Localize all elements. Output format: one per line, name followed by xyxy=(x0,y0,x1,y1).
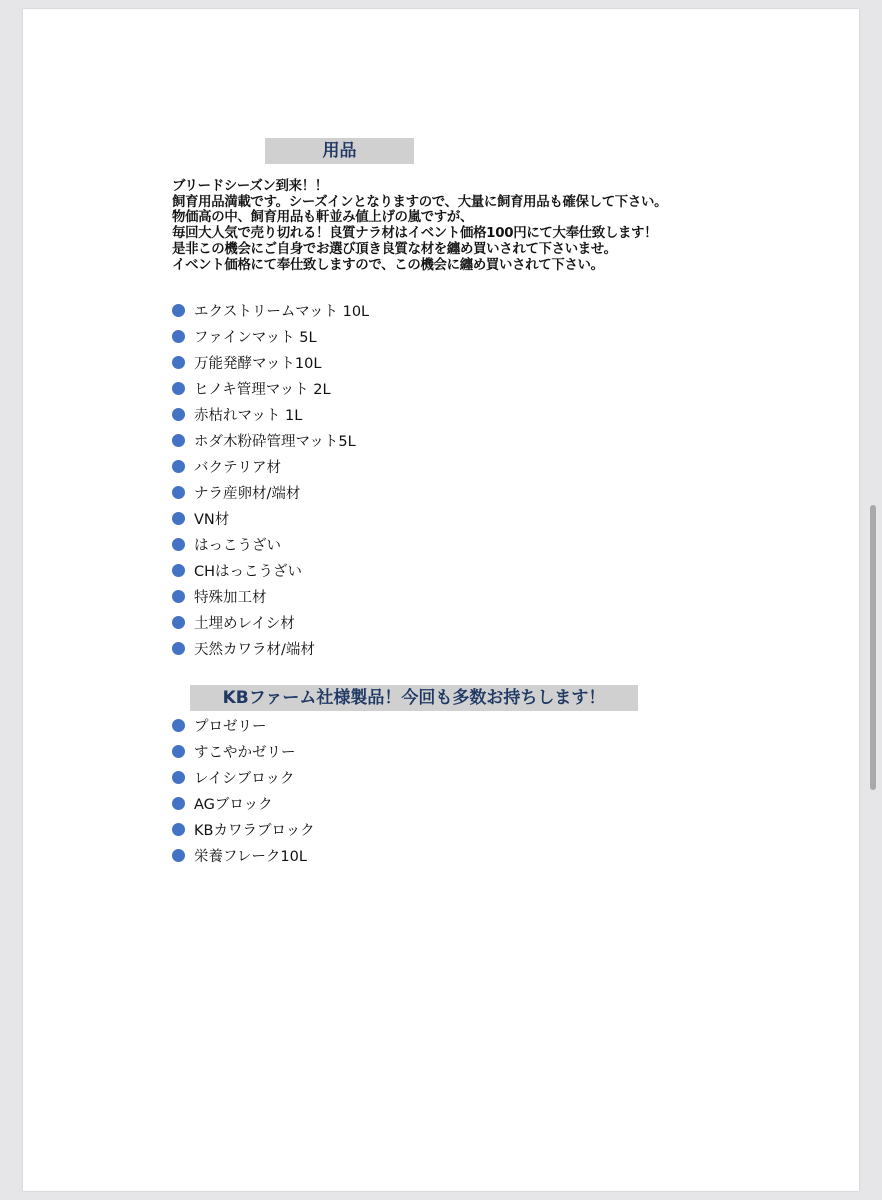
bullet-icon xyxy=(172,460,185,473)
list-item-label: プロゼリー xyxy=(194,718,267,735)
list-item-label: エクストリームマット 10L xyxy=(194,303,370,320)
bullet-icon xyxy=(172,330,185,343)
list-item-label: 特殊加工材 xyxy=(194,589,267,606)
bullet-icon xyxy=(172,616,185,629)
list-item-label: 土埋めレイシ材 xyxy=(194,615,295,632)
list-item xyxy=(172,816,315,842)
list-item-label: 天然カワラ材/端材 xyxy=(194,641,315,658)
intro-line: 飼育用品満載です。シーズインとなりますので、大量に飼育用品も確保して下さい。 xyxy=(172,194,668,210)
list-item xyxy=(172,453,369,479)
list-item-label: ファインマット 5L xyxy=(194,329,317,346)
bullet-icon xyxy=(172,642,185,655)
intro-line: ブリードシーズン到来！！ xyxy=(172,179,328,194)
section-heading-supplies: 用品 xyxy=(265,138,414,164)
list-item-label: KBカワラブロック xyxy=(194,822,315,839)
list-item xyxy=(172,297,369,323)
list-item-label: VN材 xyxy=(194,511,230,528)
list-item xyxy=(172,323,369,349)
list-item xyxy=(172,712,315,738)
bullet-icon xyxy=(172,512,185,525)
list-item xyxy=(172,479,369,505)
document-page xyxy=(23,9,859,1191)
bullet-icon xyxy=(172,745,185,758)
intro-line: 物価高の中、飼育用品も軒並み値上げの嵐ですが、 xyxy=(172,210,474,226)
bullet-icon xyxy=(172,849,185,862)
list-item xyxy=(172,401,369,427)
bullet-icon xyxy=(172,304,185,317)
bullet-icon xyxy=(172,382,185,395)
list-item xyxy=(172,349,369,375)
list-item-label: ナラ産卵材/端材 xyxy=(194,485,301,502)
bullet-icon xyxy=(172,797,185,810)
bullet-icon xyxy=(172,564,185,577)
supplies-list xyxy=(172,297,369,661)
list-item xyxy=(172,427,369,453)
bullet-icon xyxy=(172,356,185,369)
bullet-icon xyxy=(172,590,185,603)
list-item xyxy=(172,583,369,609)
list-item xyxy=(172,764,315,790)
bullet-icon xyxy=(172,486,185,499)
list-item-label: 栄養フレーク10L xyxy=(194,848,307,865)
intro-line: 毎回大人気で売り切れる！良質ナラ材はイベント価格100円にて大奉仕致します！ xyxy=(172,226,658,242)
intro-line: 是非この機会にご自身でお選び頂き良質な材を纏め買いされて下さいませ。 xyxy=(172,241,617,257)
list-item-label: AGブロック xyxy=(194,796,273,813)
intro-line: イベント価格にて奉仕致しますので、この機会に纏め買いされて下さい。 xyxy=(172,257,604,273)
list-item-label: レイシブロック xyxy=(194,770,295,787)
list-item-label: すこやかゼリー xyxy=(194,744,296,761)
list-item xyxy=(172,557,369,583)
vertical-scrollbar[interactable] xyxy=(870,505,876,790)
list-item-label: バクテリア材 xyxy=(194,459,281,476)
list-item xyxy=(172,375,369,401)
list-item-label: 赤枯れマット 1L xyxy=(194,407,303,424)
list-item xyxy=(172,842,315,868)
list-item xyxy=(172,738,315,764)
bullet-icon xyxy=(172,719,185,732)
intro-paragraph xyxy=(172,179,822,273)
list-item-label: はっこうざい xyxy=(194,537,281,554)
list-item-label: ヒノキ管理マット 2L xyxy=(194,381,331,398)
list-item xyxy=(172,505,369,531)
list-item xyxy=(172,790,315,816)
section-heading-kb-farm: KBファーム社様製品！今回も多数お持ちします！ xyxy=(190,685,638,711)
kb-farm-list xyxy=(172,712,315,868)
list-item-label: ホダ木粉砕管理マット5L xyxy=(194,433,356,450)
bullet-icon xyxy=(172,823,185,836)
list-item-label: 万能発酵マット10L xyxy=(194,355,322,372)
bullet-icon xyxy=(172,434,185,447)
bullet-icon xyxy=(172,408,185,421)
bullet-icon xyxy=(172,538,185,551)
list-item xyxy=(172,531,369,557)
list-item-label: CHはっこうざい xyxy=(194,563,303,580)
list-item xyxy=(172,635,369,661)
list-item xyxy=(172,609,369,635)
bullet-icon xyxy=(172,771,185,784)
